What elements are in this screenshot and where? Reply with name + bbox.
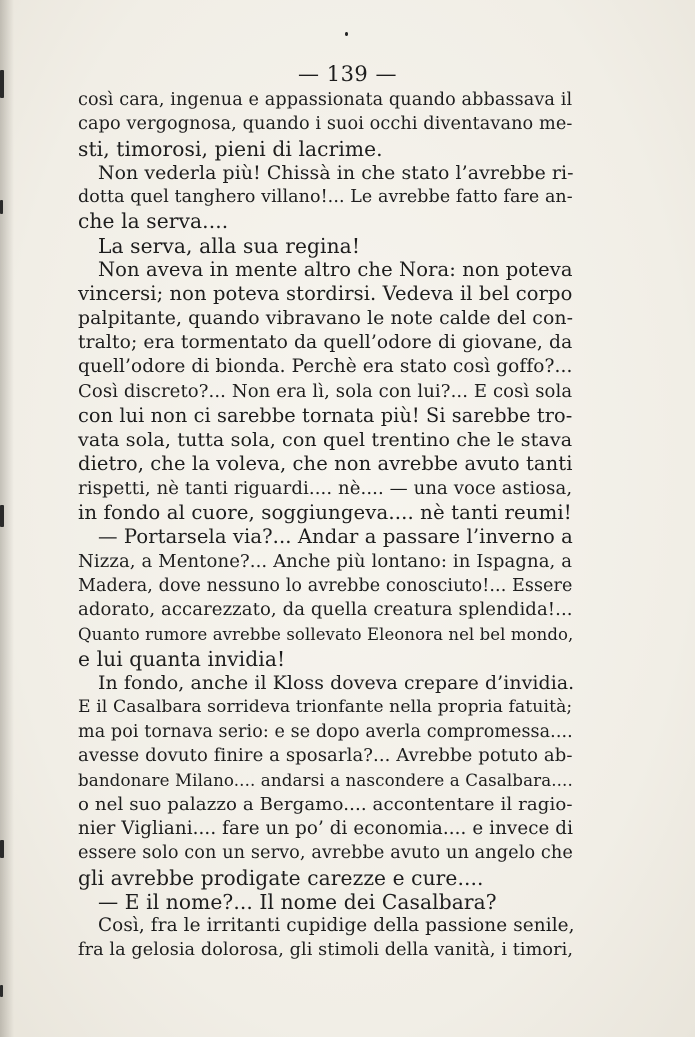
binding-mark bbox=[0, 200, 3, 214]
text-line: Non vederla più! Chissà in che stato l’avrebbe ri- bbox=[98, 161, 574, 184]
text-line: vata sola, tutta sola, con quel trentino che le stava bbox=[78, 429, 573, 452]
text-line: dietro, che la voleva, che non avrebbe avuto tanti bbox=[78, 452, 573, 476]
text-line: E il Casalbara sorrideva trionfante nella propria fatuità; bbox=[78, 697, 573, 718]
text-line: adorato, accarezzato, da quella creatura splendida!... bbox=[78, 599, 573, 621]
text-line: in fondo al cuore, soggiungeva.... nè tanti reumi! bbox=[78, 501, 572, 525]
text-line: — Portarsela via?... Andar a passare l’inverno a bbox=[98, 525, 573, 549]
text-line: Nizza, a Mentone?... Anche più lontano: in Ispagna, a bbox=[78, 550, 573, 572]
text-line: avesse dovuto finire a sposarla?... Avrebbe potuto ab- bbox=[78, 745, 573, 767]
text-line: La serva, alla sua regina! bbox=[98, 233, 361, 258]
text-line: Così, fra le irritanti cupidige della passione senile, bbox=[98, 915, 575, 937]
text-line: rispetti, nè tanti riguardi.... nè.... — una voce astiosa, bbox=[78, 477, 573, 499]
body-text bbox=[78, 88, 575, 963]
text-line: In fondo, anche il Kloss doveva crepare d’invidia. bbox=[98, 672, 575, 695]
text-line: tralto; era tormentato da quell’odore di giovane, da bbox=[78, 331, 573, 353]
text-line: palpitante, quando vibravano le note calde del con- bbox=[78, 307, 574, 329]
text-line: che la serva.... bbox=[78, 209, 229, 234]
binding-mark bbox=[0, 505, 4, 527]
text-line: Madera, dove nessuno lo avrebbe conosciuto!... Essere bbox=[78, 575, 573, 596]
text-line: vincersi; non poteva stordirsi. Vedeva il bel corpo bbox=[78, 282, 573, 306]
text-line: così cara, ingenua e appassionata quando abbassava il bbox=[78, 90, 573, 110]
print-speck bbox=[345, 32, 348, 36]
text-line: capo vergognosa, quando i suoi occhi diventavano me- bbox=[78, 114, 573, 135]
binding-mark bbox=[0, 840, 4, 858]
text-line: e lui quanta invidia! bbox=[78, 646, 286, 671]
text-line: nier Vigliani.... fare un po’ di economia.... e invece di bbox=[78, 817, 574, 839]
text-line: fra la gelosia dolorosa, gli stimoli della vanità, i timori, bbox=[78, 940, 574, 961]
text-line: Così discreto?... Non era lì, sola con lui?... E così sola bbox=[78, 380, 573, 402]
text-line: con lui non ci sarebbe tornata più! Si sarebbe tro- bbox=[78, 403, 573, 427]
text-line: Non aveva in mente altro che Nora: non poteva bbox=[98, 258, 573, 282]
text-line: essere solo con un servo, avrebbe avuto un angelo che bbox=[78, 843, 573, 864]
text-line: Quanto rumore avrebbe sollevato Eleonora nel bel mondo, bbox=[78, 624, 574, 644]
text-line: gli avrebbe prodigate carezze e cure.... bbox=[78, 865, 484, 890]
text-line: dotta quel tanghero villano!... Le avrebbe fatto fare an- bbox=[78, 187, 573, 208]
text-line: bandonare Milano.... andarsi a nascondere a Casalbara.... bbox=[78, 770, 573, 791]
page-number-header: — 139 — bbox=[298, 62, 397, 86]
text-line: sti, timorosi, pieni di lacrime. bbox=[78, 136, 383, 161]
text-line: — E il nome?... Il nome dei Casalbara? bbox=[98, 889, 497, 914]
text-line: o nel suo palazzo a Bergamo.... accontentare il ragio- bbox=[78, 793, 573, 815]
binding-mark bbox=[0, 985, 3, 997]
text-line: quell’odore di bionda. Perchè era stato così goffo?... bbox=[78, 356, 573, 378]
text-line: ma poi tornava serio: e se dopo averla compromessa.... bbox=[78, 721, 573, 742]
